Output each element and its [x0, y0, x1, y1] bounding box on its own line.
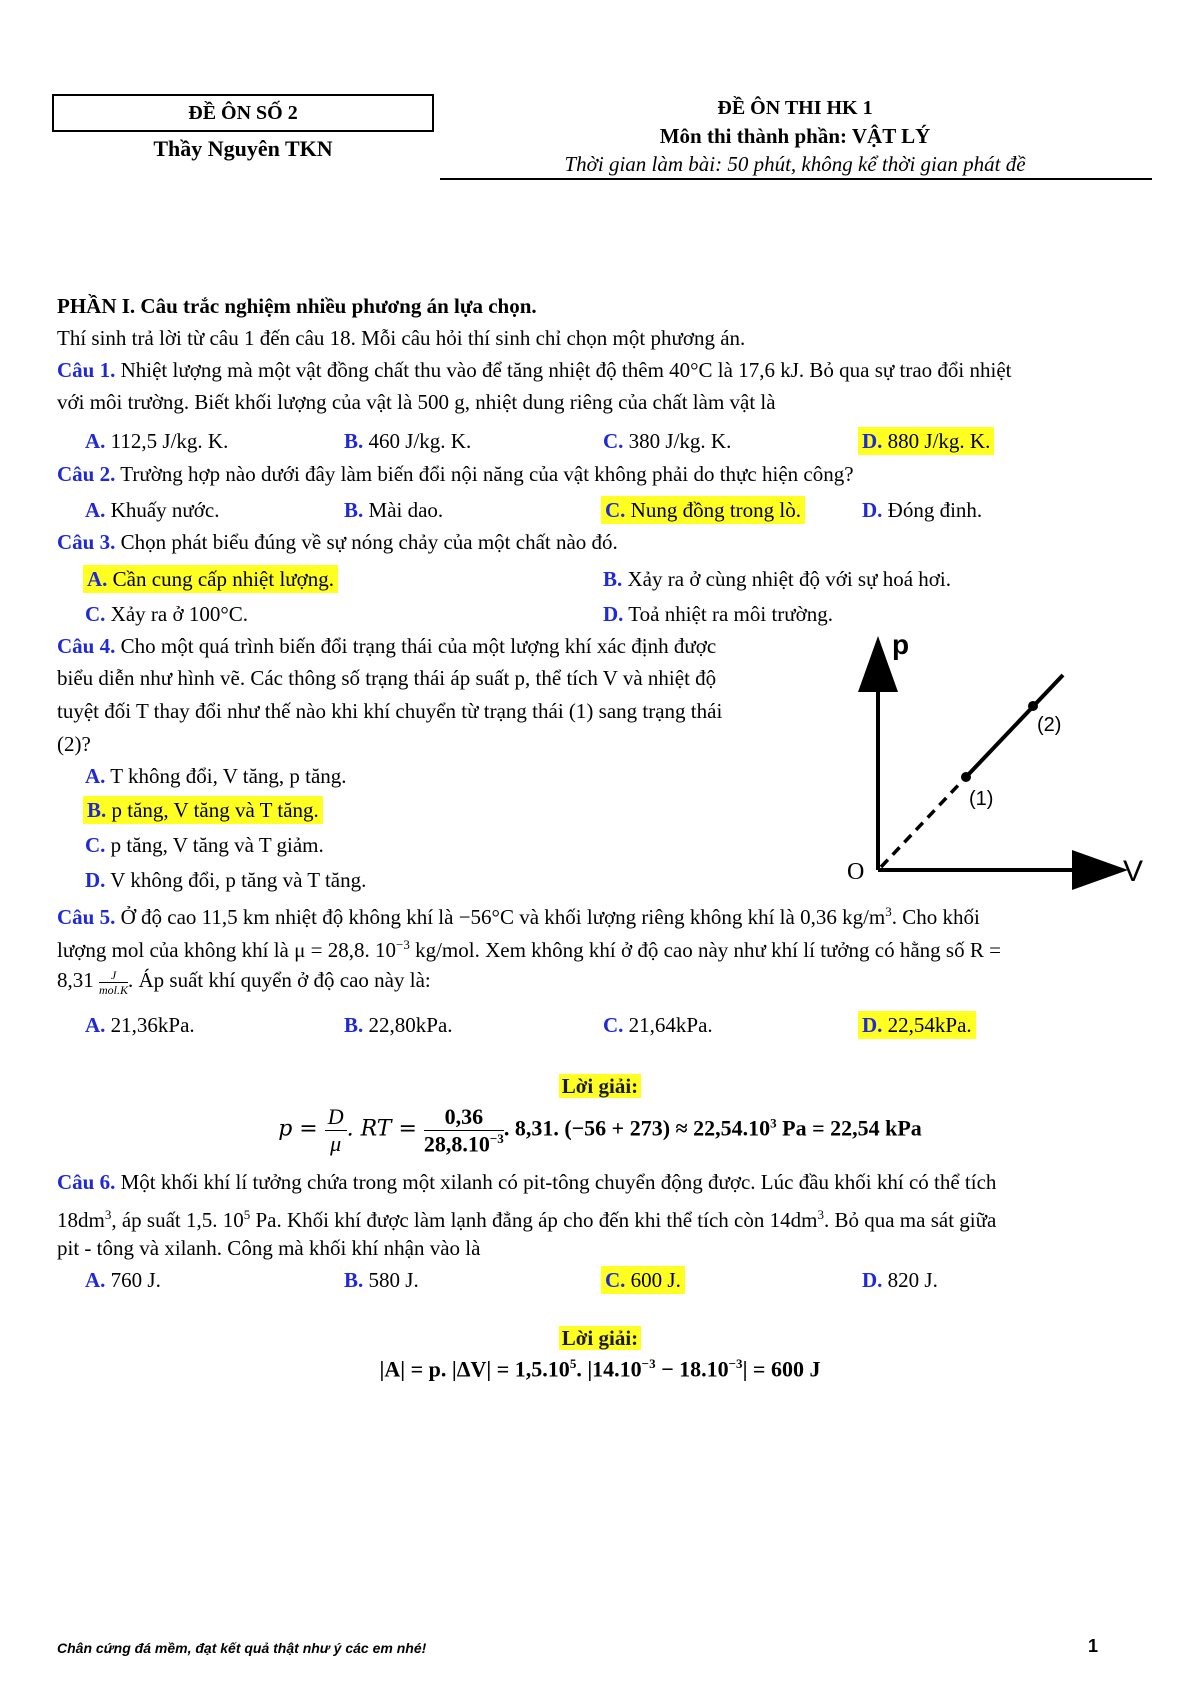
- question-text: kg/mol. Xem không khí ở độ cao này như khí lí tưởng có hằng số R =: [409, 938, 1001, 962]
- option-text: Cần cung cấp nhiệt lượng.: [107, 567, 335, 591]
- part-title: PHẦN I. Câu trắc nghiệm nhiều phương án lựa chọn.: [57, 294, 537, 318]
- question-label: Câu 1.: [57, 358, 116, 382]
- question-6-cont: pit - tông và xilanh. Công mà khối khí nhận vào là: [57, 1236, 481, 1260]
- superscript: −3: [728, 1356, 743, 1371]
- unit-numerator: J: [99, 968, 128, 983]
- y-axis-label: p: [892, 630, 910, 660]
- option-d[interactable]: [85, 866, 366, 894]
- exam-number-box: [52, 94, 434, 132]
- state-1-point: [961, 772, 971, 782]
- question-text: , áp suất 1,5. 10: [111, 1208, 244, 1232]
- subject-line: Môn thi thành phần: VẬT LÝ: [659, 124, 931, 148]
- option-text: V không đổi, p tăng và T tăng.: [105, 868, 367, 892]
- question-5: [57, 898, 980, 931]
- solution-formula: [0, 1104, 1200, 1157]
- option-text: Khuấy nước.: [105, 498, 220, 522]
- formula-part: | = 600 J: [742, 1356, 821, 1382]
- question-text: Pa. Khối khí được làm lạnh đẳng áp cho đến khi thể tích còn 14dm: [250, 1208, 818, 1232]
- option-label: D.: [862, 498, 883, 522]
- x-axis-label: V: [1123, 855, 1144, 888]
- option-label: C.: [603, 429, 624, 453]
- option-text: 580 J.: [363, 1268, 419, 1292]
- option-text: Mài dao.: [363, 498, 444, 522]
- formula-part: Pa = 22,54 kPa: [776, 1115, 922, 1141]
- formula-part: . RT =: [346, 1116, 424, 1142]
- time-line: Thời gian làm bài: 50 phút, không kể thời gian phát đề: [564, 152, 1026, 176]
- denominator-text: 28,8.10: [423, 1131, 490, 1157]
- question-3: [57, 528, 618, 556]
- question-5-cont: [57, 966, 431, 997]
- option-c-correct[interactable]: [601, 496, 805, 524]
- option-label: C.: [605, 1268, 626, 1292]
- option-b[interactable]: [344, 1266, 419, 1294]
- question-4-cont: tuyệt đối T thay đổi như thế nào khi khí chuyển từ trạng thái (1) sang trạng thái: [57, 699, 723, 723]
- superscript: −3: [489, 1131, 504, 1146]
- formula-part: . 8,31. (−56 + 273) ≈ 22,54.10: [503, 1115, 771, 1141]
- option-a[interactable]: [85, 427, 228, 455]
- header-rule: [440, 178, 1152, 180]
- option-text: Xảy ra ở cùng nhiệt độ với sự hoá hơi.: [622, 567, 951, 591]
- option-label: B.: [344, 429, 364, 453]
- option-label: B.: [344, 1268, 364, 1292]
- part-instruction: Thí sinh trả lời từ câu 1 đến câu 18. Mỗi câu hỏi thí sinh chỉ chọn một phương án.: [57, 326, 746, 350]
- numerator: 0,36: [424, 1104, 504, 1131]
- question-text: . Cho khối: [891, 905, 980, 929]
- option-text: p tăng, V tăng và T tăng.: [106, 798, 319, 822]
- option-label: A.: [85, 429, 106, 453]
- exam-title: ĐỀ ÔN THI HK 1: [717, 97, 873, 119]
- question-label: Câu 4.: [57, 634, 116, 658]
- question-5-cont: [57, 931, 1001, 964]
- fraction: [325, 1104, 347, 1157]
- teacher-name: Thầy Nguyên TKN: [153, 136, 333, 161]
- question-text: . Áp suất khí quyển ở độ cao này là:: [128, 968, 431, 992]
- question-text: Trường hợp nào dưới đây làm biến đổi nội năng của vật không phải do thực hiện công?: [115, 462, 854, 486]
- question-4-cont: (2)?: [57, 732, 91, 756]
- option-c[interactable]: [85, 600, 248, 628]
- option-b-correct[interactable]: [83, 796, 323, 824]
- option-label: B.: [87, 798, 107, 822]
- question-label: Câu 6.: [57, 1170, 116, 1194]
- question-label: Câu 3.: [57, 530, 116, 554]
- formula-part: − 18.10: [655, 1356, 729, 1382]
- solution-title-text: Lời giải:: [559, 1326, 641, 1350]
- option-label: C.: [85, 833, 106, 857]
- question-text: Một khối khí lí tưởng chứa trong một xilanh có pit-tông chuyển động được. Lúc đầu khối khí có thể tích: [115, 1170, 997, 1194]
- option-text: 600 J.: [625, 1268, 681, 1292]
- state-2-point: [1028, 701, 1038, 711]
- origin-label: O: [847, 859, 865, 885]
- formula-part: |A| = p. |ΔV| = 1,5.10: [379, 1356, 570, 1382]
- option-b[interactable]: [603, 565, 951, 593]
- option-label: D.: [862, 1013, 883, 1037]
- footer-note: Chân cứng đá mềm, đạt kết quả thật như ý các em nhé!: [57, 1640, 427, 1656]
- option-text: 22,54kPa.: [882, 1013, 972, 1037]
- option-a[interactable]: [85, 1266, 161, 1294]
- option-c-correct[interactable]: [601, 1266, 685, 1294]
- option-c[interactable]: [603, 1011, 713, 1039]
- superscript: 5: [569, 1356, 577, 1371]
- question-4: [57, 632, 716, 660]
- option-text: 21,64kPa.: [623, 1013, 713, 1037]
- question-text: . Bỏ qua ma sát giữa: [823, 1208, 997, 1232]
- option-label: A.: [85, 498, 106, 522]
- question-label: Câu 2.: [57, 462, 116, 486]
- option-label: D.: [603, 602, 624, 626]
- option-c[interactable]: [85, 831, 324, 859]
- option-label: A.: [85, 1013, 106, 1037]
- question-text: lượng mol của không khí là μ = 28,8. 10: [57, 938, 396, 962]
- superscript: 3: [817, 1207, 824, 1222]
- option-label: A.: [85, 764, 106, 788]
- option-text: 820 J.: [882, 1268, 938, 1292]
- question-text: Chọn phát biểu đúng về sự nóng chảy của một chất nào đó.: [115, 530, 618, 554]
- option-d[interactable]: [862, 496, 982, 524]
- option-text: 21,36kPa.: [105, 1013, 195, 1037]
- question-text: 18dm: [57, 1208, 105, 1232]
- option-d-correct[interactable]: [858, 1011, 976, 1039]
- superscript: 3: [885, 904, 892, 919]
- option-label: B.: [603, 567, 623, 591]
- option-label: A.: [87, 567, 108, 591]
- question-text: 8,31: [57, 968, 99, 992]
- option-text: 112,5 J/kg. K.: [105, 429, 229, 453]
- option-text: Toả nhiệt ra môi trường.: [623, 602, 834, 626]
- unit-denominator: mol.K: [99, 982, 129, 997]
- fraction: [424, 1104, 504, 1157]
- superscript: 3: [770, 1115, 777, 1131]
- option-d-correct[interactable]: [858, 427, 994, 455]
- page-number: 1: [1088, 1636, 1099, 1656]
- superscript: 3: [104, 1207, 112, 1222]
- option-text: Xảy ra ở 100°C.: [105, 602, 248, 626]
- state-1-label: (1): [969, 788, 994, 810]
- option-label: C.: [85, 602, 106, 626]
- question-label: Câu 5.: [57, 905, 116, 929]
- question-2: [57, 460, 854, 488]
- option-a[interactable]: [85, 1011, 195, 1039]
- solution-title-text: Lời giải:: [559, 1074, 641, 1098]
- option-text: 760 J.: [105, 1268, 161, 1292]
- question-4-cont: biểu diễn như hình vẽ. Các thông số trạng thái áp suất p, thể tích V và nhiệt độ: [57, 666, 717, 690]
- option-a-correct[interactable]: [83, 565, 338, 593]
- option-label: A.: [85, 1268, 106, 1292]
- option-b[interactable]: [344, 496, 443, 524]
- dashed-line: [881, 777, 966, 867]
- option-d[interactable]: [862, 1266, 938, 1294]
- option-label: C.: [603, 1013, 624, 1037]
- option-d[interactable]: [603, 600, 833, 628]
- question-text: Nhiệt lượng mà một vật đồng chất thu vào để tăng nhiệt độ thêm 40°C là 17,6 kJ. Bỏ qua sự trao đổi nhiệt: [115, 358, 1012, 382]
- superscript: −3: [641, 1356, 656, 1371]
- superscript: −3: [395, 937, 410, 952]
- formula-part: p =: [278, 1116, 325, 1142]
- question-1: [57, 356, 1012, 384]
- option-text: Đóng đinh.: [882, 498, 983, 522]
- denominator: [424, 1131, 504, 1157]
- superscript: 5: [243, 1207, 251, 1222]
- option-a[interactable]: [85, 496, 219, 524]
- numerator: D: [325, 1104, 347, 1131]
- option-c[interactable]: [603, 427, 731, 455]
- option-label: D.: [862, 1268, 883, 1292]
- question-6: [57, 1168, 996, 1196]
- solution-formula: [0, 1356, 1200, 1382]
- solution-title: [0, 1074, 1200, 1099]
- option-label: D.: [85, 868, 106, 892]
- question-1-cont: với môi trường. Biết khối lượng của vật là 500 g, nhiệt dung riêng của chất làm vật là: [57, 390, 776, 414]
- option-label: B.: [344, 498, 364, 522]
- option-b[interactable]: [344, 1011, 453, 1039]
- question-text: Ở độ cao 11,5 km nhiệt độ không khí là −56°C và khối lượng riêng không khí là 0,36 kg/m: [115, 905, 886, 929]
- state-2-label: (2): [1037, 714, 1062, 736]
- option-text: p tăng, V tăng và T giảm.: [105, 833, 324, 857]
- option-a[interactable]: [85, 762, 347, 790]
- option-text: 380 J/kg. K.: [623, 429, 732, 453]
- option-text: 460 J/kg. K.: [363, 429, 472, 453]
- option-text: T không đổi, V tăng, p tăng.: [105, 764, 347, 788]
- option-label: D.: [862, 429, 883, 453]
- question-6-cont: [57, 1201, 996, 1234]
- option-text: Nung đồng trong lò.: [625, 498, 801, 522]
- unit-fraction: [99, 968, 128, 997]
- formula-part: . |14.10: [576, 1356, 642, 1382]
- option-label: C.: [605, 498, 626, 522]
- option-text: 880 J/kg. K.: [882, 429, 991, 453]
- question-text: Cho một quá trình biến đổi trạng thái của một lượng khí xác định được: [115, 634, 717, 658]
- denominator: μ: [330, 1131, 342, 1157]
- exam-number: ĐỀ ÔN SỐ 2: [188, 102, 298, 124]
- option-label: B.: [344, 1013, 364, 1037]
- option-text: 22,80kPa.: [363, 1013, 453, 1037]
- option-b[interactable]: [344, 427, 471, 455]
- solution-title: [0, 1326, 1200, 1351]
- pv-graph: [845, 630, 1165, 890]
